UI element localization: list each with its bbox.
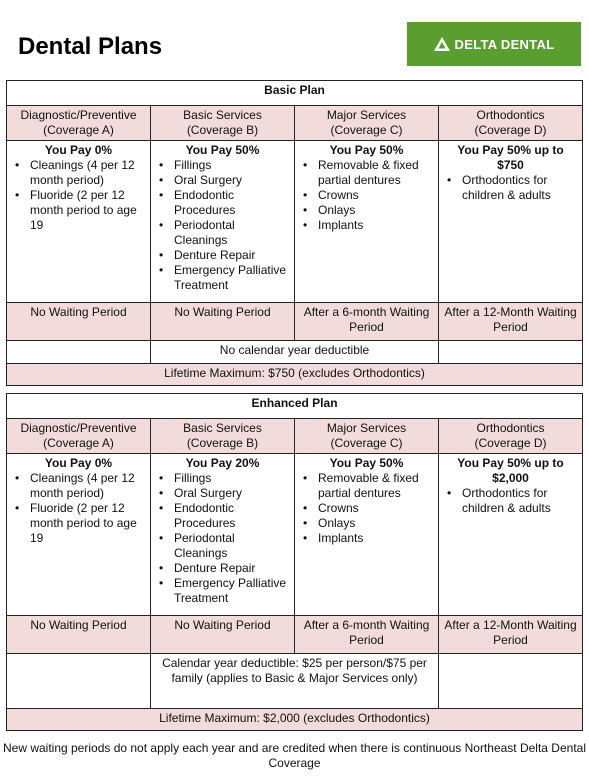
service-item: • Crowns <box>314 188 433 203</box>
service-item: • Removable & fixed partial dentures <box>314 158 433 188</box>
coverage-title: Basic Services <box>183 108 262 122</box>
coverage-title: Diagnostic/Preventive <box>20 421 137 435</box>
service-item: • Onlays <box>314 516 433 531</box>
service-item: • Orthodontics for children & adults <box>458 173 577 203</box>
service-list <box>156 471 289 606</box>
you-pay-label: You Pay 50% up to $2,000 <box>457 456 564 485</box>
plan-table <box>6 393 583 731</box>
empty-cell <box>7 341 151 364</box>
waiting-period: After a 6-month Waiting Period <box>295 616 439 654</box>
service-list <box>12 158 145 233</box>
waiting-period: No Waiting Period <box>7 303 151 341</box>
coverage-header <box>439 419 583 454</box>
service-item: • Fluoride (2 per 12 month period to age 19 <box>26 501 145 546</box>
service-item: • Implants <box>314 531 433 546</box>
delta-triangle-icon <box>434 37 450 51</box>
you-pay-label: You Pay 50% <box>329 143 404 157</box>
waiting-period: After a 6-month Waiting Period <box>295 303 439 341</box>
service-item: • Emergency Palliative Treatment <box>170 576 289 606</box>
you-pay-label: You Pay 50% <box>329 456 404 470</box>
coverage-details <box>439 141 583 303</box>
waiting-period: No Waiting Period <box>7 616 151 654</box>
you-pay-label: You Pay 50% up to $750 <box>457 143 564 172</box>
lifetime-maximum: Lifetime Maximum: $2,000 (excludes Orthodontics) <box>7 709 583 731</box>
you-pay-label: You Pay 0% <box>44 456 113 470</box>
service-item: • Cleanings (4 per 12 month period) <box>26 471 145 501</box>
service-item: • Periodontal Cleanings <box>170 218 289 248</box>
waiting-period: No Waiting Period <box>151 616 295 654</box>
service-item: • Onlays <box>314 203 433 218</box>
coverage-header <box>295 419 439 454</box>
service-list <box>12 471 145 546</box>
coverage-code: (Coverage B) <box>186 123 259 137</box>
coverage-code: (Coverage D) <box>474 436 547 450</box>
coverage-header <box>7 419 151 454</box>
coverage-header <box>151 106 295 141</box>
service-list <box>300 158 433 233</box>
service-item: • Denture Repair <box>170 248 289 263</box>
plan-title: Basic Plan <box>7 81 583 106</box>
coverage-code: (Coverage C) <box>330 436 403 450</box>
coverage-details <box>7 454 151 616</box>
coverage-title: Orthodontics <box>476 108 545 122</box>
empty-cell <box>439 341 583 364</box>
empty-cell <box>7 654 151 709</box>
service-item: • Endodontic Procedures <box>170 188 289 218</box>
service-item: • Oral Surgery <box>170 173 289 188</box>
service-item: • Endodontic Procedures <box>170 501 289 531</box>
you-pay-label: You Pay 0% <box>44 143 113 157</box>
service-item: • Implants <box>314 218 433 233</box>
service-list <box>444 486 577 516</box>
coverage-details <box>295 454 439 616</box>
coverage-title: Major Services <box>326 108 407 122</box>
coverage-title: Basic Services <box>183 421 262 435</box>
service-item: • Oral Surgery <box>170 486 289 501</box>
deductible-note: Calendar year deductible: $25 per person/$75 per family (applies to Basic & Major Services only) <box>151 654 439 709</box>
service-item: • Fluoride (2 per 12 month period to age 19 <box>26 188 145 233</box>
plan-title: Enhanced Plan <box>7 394 583 419</box>
coverage-header <box>295 106 439 141</box>
service-item: • Fillings <box>170 158 289 173</box>
logo-text: DELTA DENTAL <box>454 36 555 52</box>
footer-note: New waiting periods do not apply each year and are credited when there is continuous Northeast Delta Dental Coverage <box>2 741 586 770</box>
service-list <box>444 173 577 203</box>
coverage-code: (Coverage D) <box>474 123 547 137</box>
deductible-note: No calendar year deductible <box>151 341 439 364</box>
coverage-title: Orthodontics <box>476 421 545 435</box>
coverage-code: (Coverage B) <box>186 436 259 450</box>
service-list <box>300 471 433 546</box>
coverage-code: (Coverage A) <box>43 436 114 450</box>
coverage-details <box>151 141 295 303</box>
plan-table <box>6 80 583 386</box>
waiting-period: After a 12-Month Waiting Period <box>439 303 583 341</box>
empty-cell <box>439 654 583 709</box>
service-item: • Fillings <box>170 471 289 486</box>
you-pay-label: You Pay 20% <box>185 456 260 470</box>
you-pay-label: You Pay 50% <box>185 143 260 157</box>
coverage-header <box>439 106 583 141</box>
coverage-details <box>439 454 583 616</box>
coverage-details <box>151 454 295 616</box>
waiting-period: No Waiting Period <box>151 303 295 341</box>
waiting-period: After a 12-Month Waiting Period <box>439 616 583 654</box>
service-item: • Cleanings (4 per 12 month period) <box>26 158 145 188</box>
page-title: Dental Plans <box>18 33 163 60</box>
service-item: • Periodontal Cleanings <box>170 531 289 561</box>
service-item: • Crowns <box>314 501 433 516</box>
coverage-code: (Coverage A) <box>43 123 114 137</box>
service-list <box>156 158 289 293</box>
coverage-title: Major Services <box>326 421 407 435</box>
coverage-header <box>7 106 151 141</box>
service-item: • Orthodontics for children & adults <box>458 486 577 516</box>
coverage-details <box>7 141 151 303</box>
coverage-details <box>295 141 439 303</box>
lifetime-maximum: Lifetime Maximum: $750 (excludes Orthodontics) <box>7 364 583 386</box>
service-item: • Removable & fixed partial dentures <box>314 471 433 501</box>
service-item: • Emergency Palliative Treatment <box>170 263 289 293</box>
service-item: • Denture Repair <box>170 561 289 576</box>
coverage-header <box>151 419 295 454</box>
coverage-title: Diagnostic/Preventive <box>20 108 137 122</box>
coverage-code: (Coverage C) <box>330 123 403 137</box>
delta-dental-logo <box>407 22 581 66</box>
